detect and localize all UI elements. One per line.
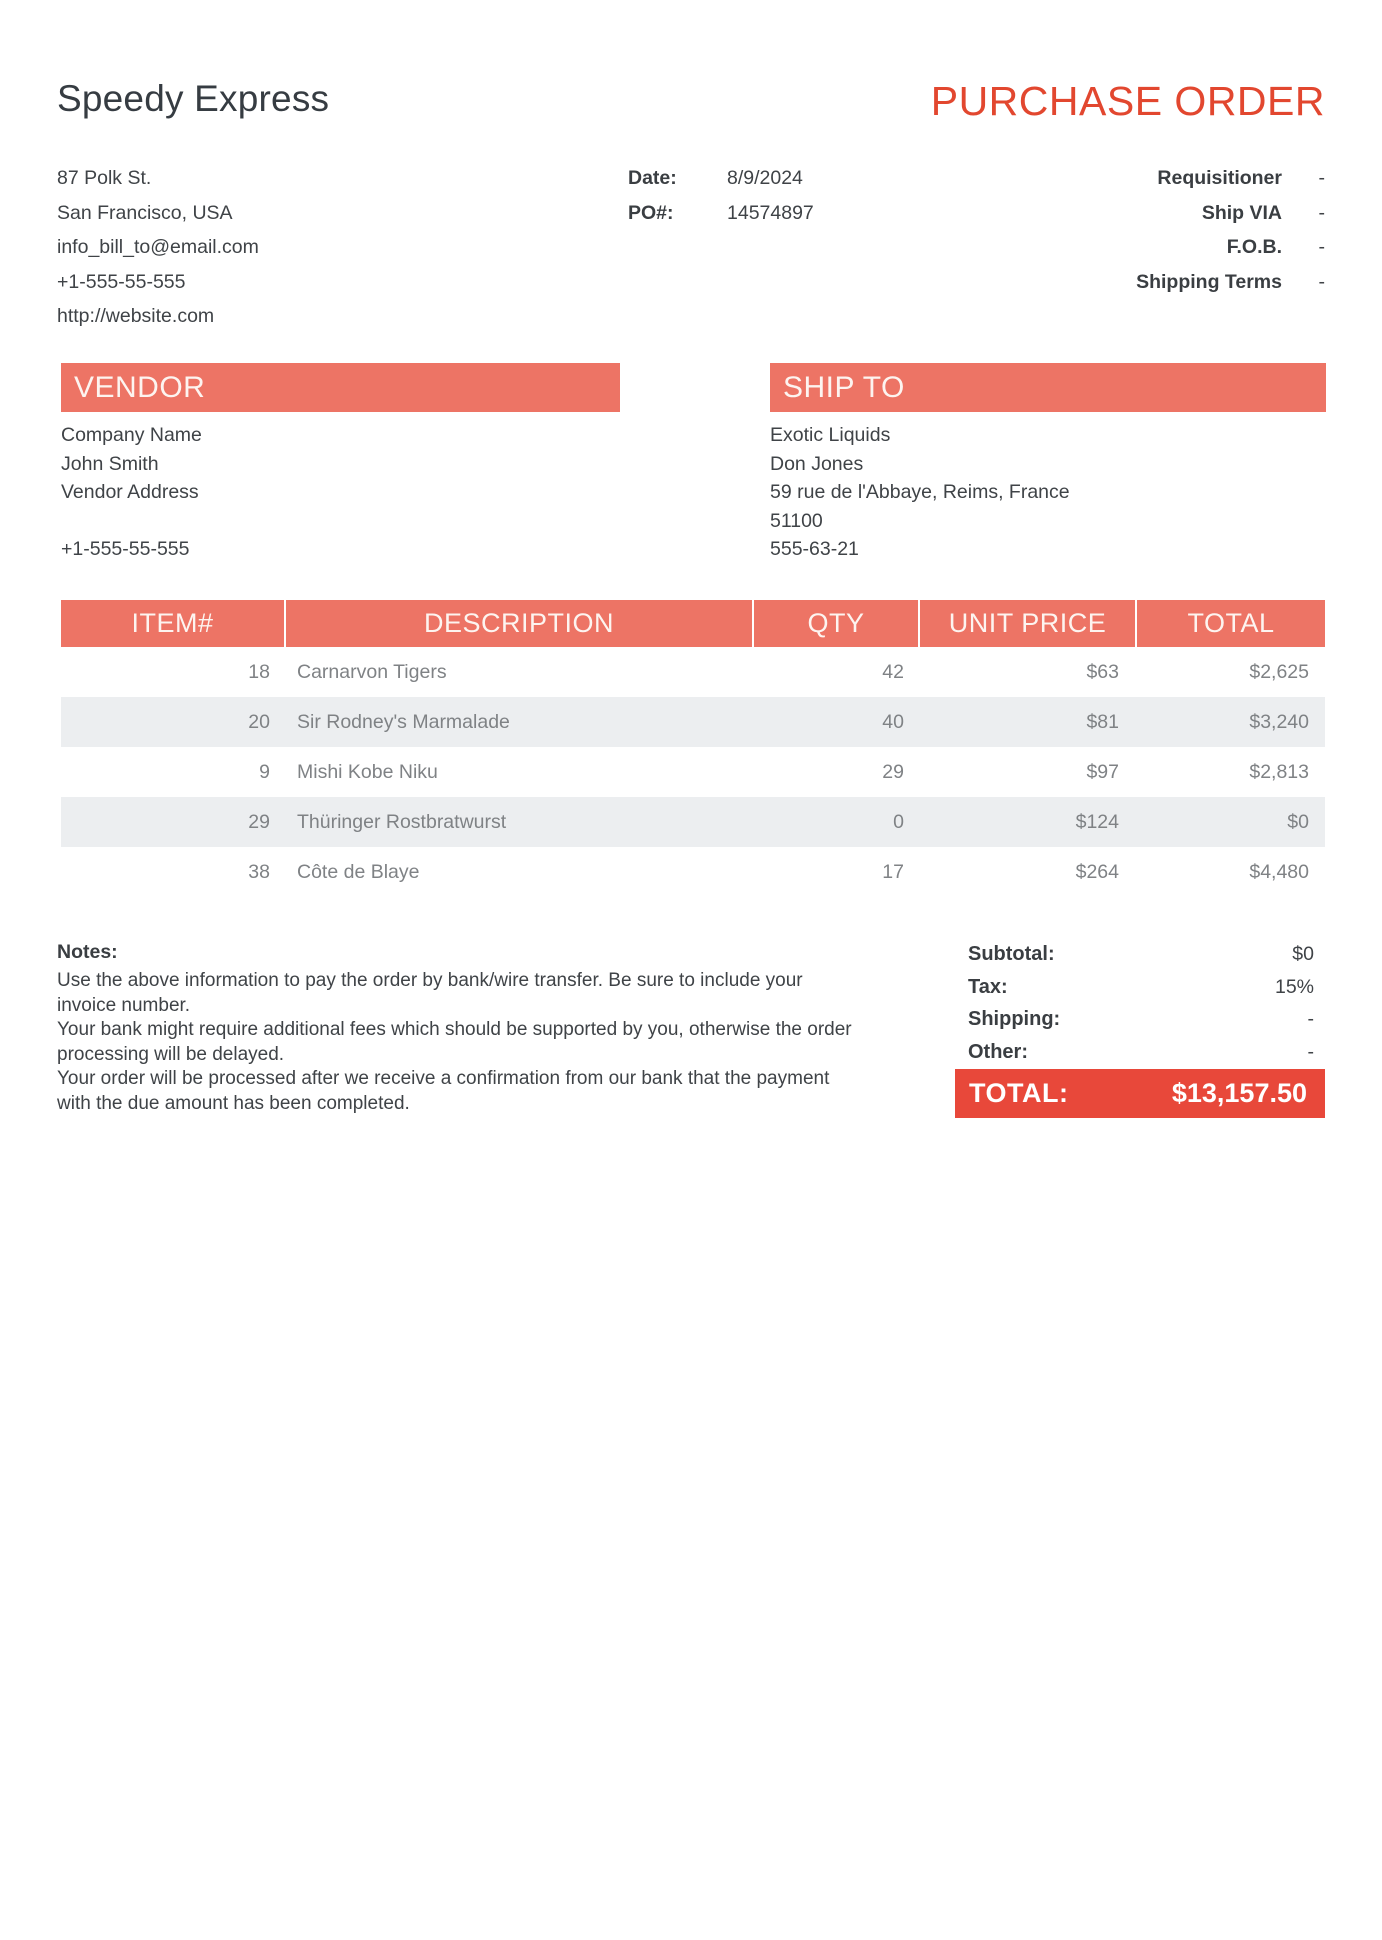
vendor-address-line2 — [61, 507, 620, 536]
company-address-block — [57, 161, 417, 334]
table-row — [61, 747, 1325, 797]
column-header-qty: QTY — [752, 600, 918, 647]
totals-section — [955, 938, 1325, 1118]
cell-unit-price: $124 — [1075, 810, 1119, 833]
ship-to-contact: Don Jones — [770, 452, 864, 475]
cell-item-number: 29 — [248, 810, 270, 833]
table-row — [61, 647, 1325, 697]
cell-qty: 40 — [882, 710, 904, 733]
po-value: 14574897 — [727, 201, 814, 224]
vendor-section — [61, 363, 620, 564]
company-website: http://website.com — [57, 305, 215, 327]
requisitioner-label: Requisitioner — [1157, 167, 1282, 189]
notes-label: Notes: — [57, 941, 118, 963]
tax-row — [955, 971, 1325, 1004]
ship-to-details — [770, 412, 1326, 564]
date-row — [628, 161, 814, 196]
cell-item-number: 9 — [259, 760, 270, 783]
cell-unit-price: $63 — [1086, 660, 1119, 683]
subtotal-label: Subtotal: — [968, 942, 1055, 965]
shipping-meta-row — [1136, 161, 1325, 196]
ship-to-phone: 555-63-21 — [770, 538, 859, 561]
table-row — [61, 697, 1325, 747]
company-name: Speedy Express — [57, 78, 330, 119]
date-value: 8/9/2024 — [727, 167, 803, 189]
vendor-section-title: VENDOR — [61, 363, 620, 412]
fob-label: F.O.B. — [1226, 236, 1282, 259]
notes-paragraph: Your bank might require additional fees which should be supported by you, otherwise the order processing will be delayed. — [57, 1019, 852, 1065]
column-header-total: TOTAL — [1135, 600, 1325, 647]
fob-value: - — [1318, 236, 1325, 259]
ship-to-section-title: SHIP TO — [770, 363, 1326, 412]
shipping-value: - — [1307, 1008, 1314, 1031]
other-row — [955, 1036, 1325, 1069]
items-table-header — [61, 600, 1325, 647]
company-address-line: San Francisco, USA — [57, 201, 233, 224]
cell-description: Sir Rodney's Marmalade — [297, 710, 510, 733]
cell-total: $2,813 — [1249, 760, 1309, 783]
document-title: PURCHASE ORDER — [930, 78, 1325, 124]
shipping-meta-row — [1136, 230, 1325, 265]
document-header — [57, 78, 1325, 125]
order-meta-block — [628, 161, 814, 230]
date-label: Date: — [628, 167, 677, 189]
shipping-label: Shipping: — [968, 1008, 1061, 1031]
cell-qty: 29 — [882, 760, 904, 783]
shipping-meta-row — [1136, 196, 1325, 231]
cell-description: Côte de Blaye — [297, 860, 420, 883]
column-header-item: ITEM# — [131, 608, 214, 638]
cell-item-number: 20 — [248, 710, 270, 733]
ship-to-company: Exotic Liquids — [770, 424, 891, 446]
ship-via-value: - — [1318, 201, 1325, 224]
requisitioner-value: - — [1318, 167, 1325, 189]
shipping-terms-label: Shipping Terms — [1136, 270, 1282, 293]
shipping-terms-value: - — [1318, 270, 1325, 293]
vendor-address: Vendor Address — [61, 481, 199, 504]
other-value: - — [1307, 1040, 1314, 1063]
column-header-unit-price: UNIT PRICE — [918, 600, 1135, 647]
items-table — [61, 600, 1325, 897]
cell-qty: 17 — [882, 860, 904, 883]
vendor-phone: +1-555-55-555 — [61, 538, 190, 561]
items-table-body — [61, 647, 1325, 897]
subtotal-value: $0 — [1292, 942, 1314, 965]
subtotal-row — [955, 938, 1325, 971]
notes-text — [57, 969, 857, 1117]
other-label: Other: — [968, 1040, 1028, 1063]
ship-via-label: Ship VIA — [1201, 201, 1282, 224]
vendor-company: Company Name — [61, 424, 202, 446]
ship-to-section — [770, 363, 1326, 564]
company-phone: +1-555-55-555 — [57, 270, 186, 293]
column-header-description: DESCRIPTION — [284, 600, 752, 647]
vendor-contact: John Smith — [61, 452, 159, 475]
cell-total: $3,240 — [1249, 710, 1309, 733]
table-row — [61, 797, 1325, 847]
company-email: info_bill_to@email.com — [57, 236, 259, 258]
grand-total-value: $13,157.50 — [1171, 1077, 1307, 1108]
cell-item-number: 38 — [248, 860, 270, 883]
cell-total: $4,480 — [1249, 860, 1309, 883]
table-row — [61, 847, 1325, 897]
shipping-meta-row — [1136, 265, 1325, 300]
cell-unit-price: $97 — [1086, 760, 1119, 783]
cell-total: $2,625 — [1249, 660, 1309, 683]
notes-paragraph: Your order will be processed after we receive a confirmation from our bank that the payment with the due amount has been completed. — [57, 1068, 830, 1114]
cell-qty: 42 — [882, 660, 904, 683]
po-label: PO#: — [628, 201, 674, 224]
cell-unit-price: $81 — [1086, 710, 1119, 733]
ship-to-address: 59 rue de l'Abbaye, Reims, France — [770, 481, 1070, 504]
po-row — [628, 196, 814, 231]
notes-paragraph: Use the above information to pay the order by bank/wire transfer. Be sure to include your invoice number. — [57, 970, 803, 1016]
cell-qty: 0 — [893, 810, 904, 833]
grand-total-bar — [955, 1069, 1325, 1118]
vendor-details — [61, 412, 620, 564]
company-address-line: 87 Polk St. — [57, 167, 152, 189]
notes-section — [57, 941, 857, 1117]
cell-item-number: 18 — [248, 660, 270, 683]
cell-unit-price: $264 — [1075, 860, 1119, 883]
cell-description: Mishi Kobe Niku — [297, 760, 438, 783]
cell-description: Thüringer Rostbratwurst — [297, 810, 507, 833]
shipping-row — [955, 1003, 1325, 1036]
ship-to-postal-code: 51100 — [770, 509, 823, 532]
grand-total-label: TOTAL: — [969, 1077, 1069, 1108]
shipping-meta-block — [1136, 161, 1325, 299]
cell-description: Carnarvon Tigers — [297, 660, 447, 683]
cell-total: $0 — [1287, 810, 1309, 833]
tax-label: Tax: — [968, 975, 1008, 998]
tax-value: 15% — [1274, 975, 1314, 998]
